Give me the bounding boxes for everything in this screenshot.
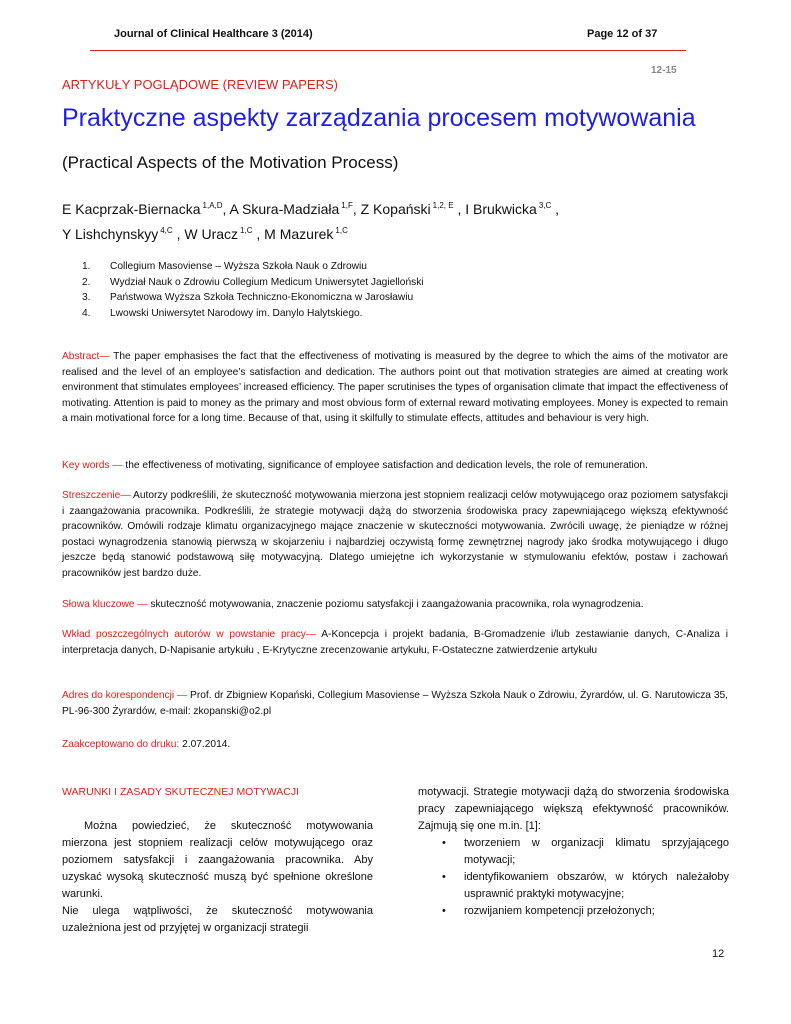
streszczenie-text: Autorzy podkreślili, że skuteczność motywowania mierzona jest stopniem realizacji celów motywującego oraz poziomem satysfakcji i zaangażowania pracownika. Podkreślili, że strategie motywacji dążą do stworzenia środowiska pracy zapewniającego większą efektywność pracowników. Omówili rodzaje klimatu organizacyjnego mające znaczenie w skuteczności motywowania. Zwrócili uwagę, że pieniądze w różnej postaci wynagrodzenia stanowią pierwszą w skojarzeniu i najbardziej oczywistą formę zewnętrznej nagrody jako środka motywującego i długo jeszcze będą stanowić podstawową siłę motywacyjną. Dlatego umiejętne ich wykorzystanie w stymulowaniu efektów, postaw i zachowań pracowników jest bardzo duże. [62,490,728,579]
affiliation-text: Wydział Nauk o Zdrowiu Collegium Medicum Uniwersytet Jagielloński [110,276,424,288]
header-divider [90,50,686,51]
accepted-text: 2.07.2014. [182,739,231,750]
list-item: • rozwijaniem kompetencji przełożonych; [418,903,729,920]
correspondence-label: Adres do korespondencji — [62,690,188,701]
accepted-label: Zaakceptowano do druku: [62,739,180,750]
affiliation-item [82,275,424,291]
affiliation-item [82,290,424,306]
contributions-label: Wkład poszczególnych autorów w powstanie pracy— [62,629,317,640]
list-item: • identyfikowaniem obszarów, w których należałoby usprawnić praktyki motywacyjne; [418,869,729,903]
author-name: Z Kopański [360,201,431,217]
keywords-text: the effectiveness of motivating, significance of employee satisfaction and dedication levels, the role of remuneration. [125,460,648,471]
slowa-kluczowe [62,597,728,613]
author-separator: , [453,201,466,217]
author-list [62,195,559,245]
author-name: E Kacprzak-Biernacka [62,201,201,217]
page-label: Page 12 of 37 [587,28,658,40]
correspondence [62,688,728,719]
affiliation-list [82,259,424,321]
author-separator: , [172,226,185,242]
author-contributions [62,627,728,658]
slowa-kluczowe-text: skuteczność motywowania, znaczenie poziomu satysfakcji i zaangażowania pracownika, rola wynagrodzenia. [150,599,644,610]
author-separator: , [352,201,361,217]
affiliation-text: Państwowa Wyższa Szkoła Techniczno-Ekonomiczna w Jarosławiu [110,292,414,303]
accepted-date [62,737,728,753]
slowa-kluczowe-label: Słowa kluczowe — [62,599,148,610]
author-affiliation: 1,C [240,226,253,235]
author-affiliation: 1,C [335,226,348,235]
affiliation-number: 2. [82,276,91,288]
affiliation-number: 4. [82,307,91,319]
correspondence-text: Prof. dr Zbigniew Kopański, Collegium Masoviense – Wyższa Szkoła Nauk o Zdrowiu, Żyrardów, ul. G. Narutowicza 35, PL-96-300 Żyrardów, e-mail: zkopanski@o2.pl [62,690,728,717]
body-paragraph: motywacji. Strategie motywacji dążą do stworzenia środowiska pracy zapewniającego większą efektywność pracowników. Zajmują się one m.in. [1]: [418,786,729,832]
bullet-list [418,835,729,920]
author-name: M Mazurek [264,226,334,242]
author-affiliation: 1,F [341,201,353,210]
keywords [62,458,728,474]
right-column [418,784,729,920]
abstract-text: The paper emphasises the fact that the effectiveness of motivating is measured by the degree to which the aims of the motivator are realised and the level of an employee’s satisfaction and dedication. The authors point out that motivation strategies are aimed at creating work environment that stimulates employees’ increased efficiency. The paper scrutinises the types of organisation climate that impact the effectiveness of motivating. Attention is paid to money as the primary and most obvious form of external reward motivating employees. Money is expected to remain a main motivational force for a long time. Because of that, using it skilfully to stimulate effects, attitudes and behaviour is very high. [62,351,729,424]
streszczenie [62,488,728,581]
author-separator: , [252,226,265,242]
affiliation-number: 1. [82,261,91,272]
journal-title: Journal of Clinical Healthcare 3 (2014) [114,28,313,40]
contributions-text: A-Koncepcja i projekt badania, B-Gromadzenie i/lub zestawianie danych, C-Analiza i interpretacja danych, D-Napisanie artykułu , E-Krytyczne zrecenzowanie artykułu, F-Ostateczne zatwierdzenie artykułu [62,629,728,656]
author-affiliation: 1,2, E [432,201,454,210]
author-name: W Uracz [184,226,239,242]
author-separator: , [222,201,230,217]
abstract-label: Abstract— [62,351,110,362]
author-name: A Skura-Madziała [229,201,340,217]
author-affiliation: 4,C [160,226,173,235]
affiliation-text: Lwowski Uniwersytet Narodowy im. Danylo Halytskiego. [110,307,363,319]
left-column [62,818,373,937]
streszczenie-label: Streszczenie— [62,490,131,501]
section-heading: WARUNKI I ZASADY SKUTECZNEJ MOTYWACJI [62,786,300,798]
section-label: ARTYKUŁY POGLĄDOWE (REVIEW PAPERS) [62,77,338,92]
body-paragraph: Można powiedzieć, że skuteczność motywowania mierzona jest stopniem realizacji celów motywującego oraz poziomem satysfakcji i zaangażowania pracownika. Aby uzyskać wysoką skuteczność muszą być spełnione określone warunki. [62,820,373,900]
author-line-2 [62,220,559,245]
author-separator: , [551,201,560,217]
author-affiliation: 1,A,D [202,201,223,210]
affiliation-item [82,306,424,322]
page-range: 12-15 [651,65,677,76]
author-line-1 [62,195,559,220]
body-paragraph: Nie ulega wątpliwości, że skuteczność motywowania uzależniona jest od przyjętej w organizacji strategii [62,905,373,934]
author-affiliation: 3,C [538,201,552,210]
keywords-label: Key words — [62,460,123,471]
article-subtitle: (Practical Aspects of the Motivation Process) [62,153,399,172]
affiliation-text: Collegium Masoviense – Wyższa Szkoła Nauk o Zdrowiu [110,261,367,272]
author-name: I Brukwicka [465,201,537,217]
author-name: Y Lishchynskyy [62,226,159,242]
article-title: Praktyczne aspekty zarządzania procesem motywowania [62,104,696,132]
abstract [62,349,728,427]
affiliation-item [82,259,424,275]
affiliation-number: 3. [82,292,91,303]
page-number: 12 [712,948,725,960]
list-item: • tworzeniem w organizacji klimatu sprzyjającego motywacji; [418,835,729,869]
